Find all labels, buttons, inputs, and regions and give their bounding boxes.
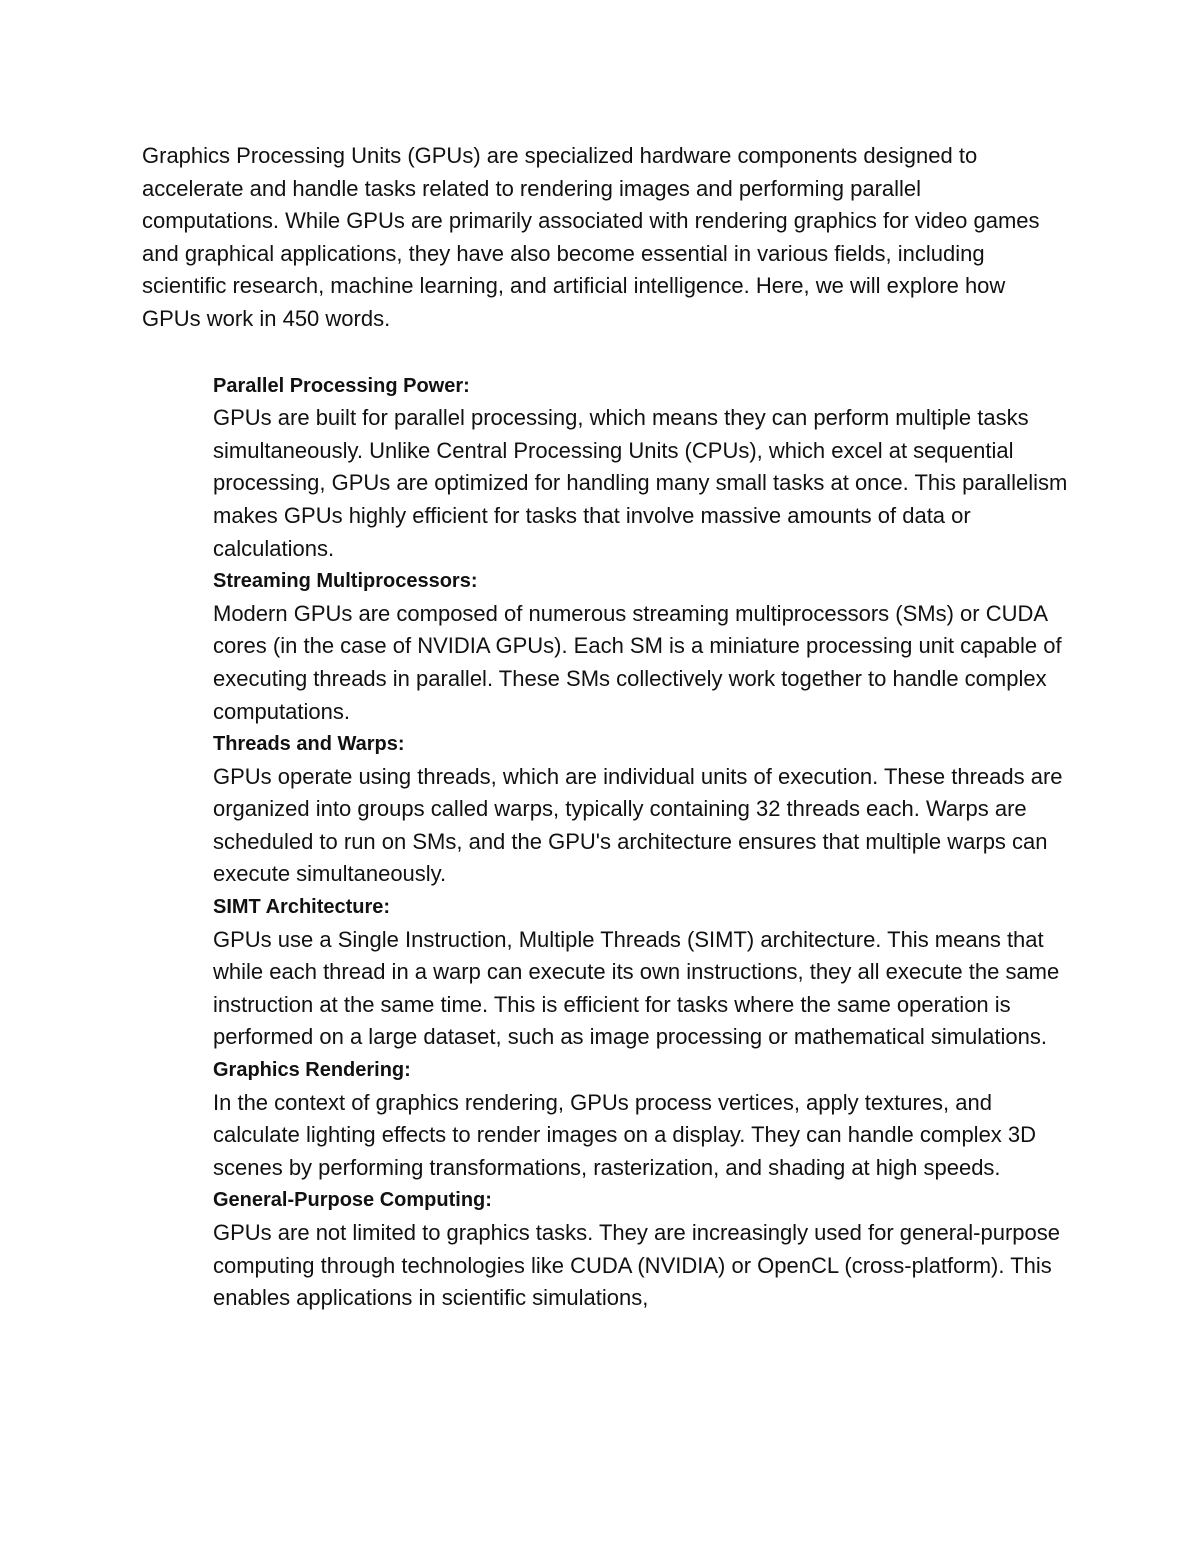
section-heading: Threads and Warps:: [213, 733, 405, 756]
section-graphics-rendering: [213, 1054, 1073, 1184]
section-heading: General-Purpose Computing:: [213, 1189, 492, 1212]
section-body: GPUs use a Single Instruction, Multiple Threads (SIMT) architecture. This means that while each thread in a warp can execute its own instructions, they all execute the same instruction at the same time. This is efficient for tasks where the same operation is performed on a large dataset, such as image processing or mathematical simulations.: [213, 926, 1060, 1050]
section-body: In the context of graphics rendering, GPUs process vertices, apply textures, and calculate lighting effects to render images on a display. They can handle complex 3D scenes by performing transformations, rasterization, and shading at high speeds.: [213, 1089, 1037, 1180]
section-general-purpose-computing: [213, 1184, 1073, 1314]
section-heading: Parallel Processing Power:: [213, 374, 470, 397]
intro-paragraph: Graphics Processing Units (GPUs) are specialized hardware components designed to accelerate and handle tasks related to rendering images and performing parallel computations. While GPUs are primarily associated with rendering graphics for video games and graphical applications, they have also become essential in various fields, including scientific research, machine learning, and artificial intelligence. Here, we will explore how GPUs work in 450 words.: [142, 143, 1040, 331]
section-simt-architecture: [213, 891, 1073, 1054]
section-threads-and-warps: [213, 728, 1073, 891]
section-heading: SIMT Architecture:: [213, 896, 391, 919]
section-body: Modern GPUs are composed of numerous streaming multiprocessors (SMs) or CUDA cores (in the case of NVIDIA GPUs). Each SM is a miniature processing unit capable of executing threads in parallel. These SMs collectively work together to handle complex computations.: [213, 600, 1062, 724]
section-list: [213, 370, 1073, 1315]
section-body: GPUs are built for parallel processing, which means they can perform multiple tasks simultaneously. Unlike Central Processing Units (CPUs), which excel at sequential processing, GPUs are optimized for handling many small tasks at once. This parallelism makes GPUs highly efficient for tasks that involve massive amounts of data or calculations.: [213, 405, 1068, 561]
section-body: GPUs operate using threads, which are individual units of execution. These threads are organized into groups called warps, typically containing 32 threads each. Warps are scheduled to run on SMs, and the GPU's architecture ensures that multiple warps can execute simultaneously.: [213, 763, 1063, 887]
section-streaming-multiprocessors: [213, 565, 1073, 728]
section-heading: Streaming Multiprocessors:: [213, 570, 478, 593]
section-parallel-processing: [213, 370, 1073, 566]
document-page: [142, 140, 1082, 1315]
section-body: GPUs are not limited to graphics tasks. They are increasingly used for general-purpose computing through technologies like CUDA (NVIDIA) or OpenCL (cross-platform). This enables applications in scientific simulations,: [213, 1220, 1061, 1311]
section-heading: Graphics Rendering:: [213, 1059, 411, 1082]
